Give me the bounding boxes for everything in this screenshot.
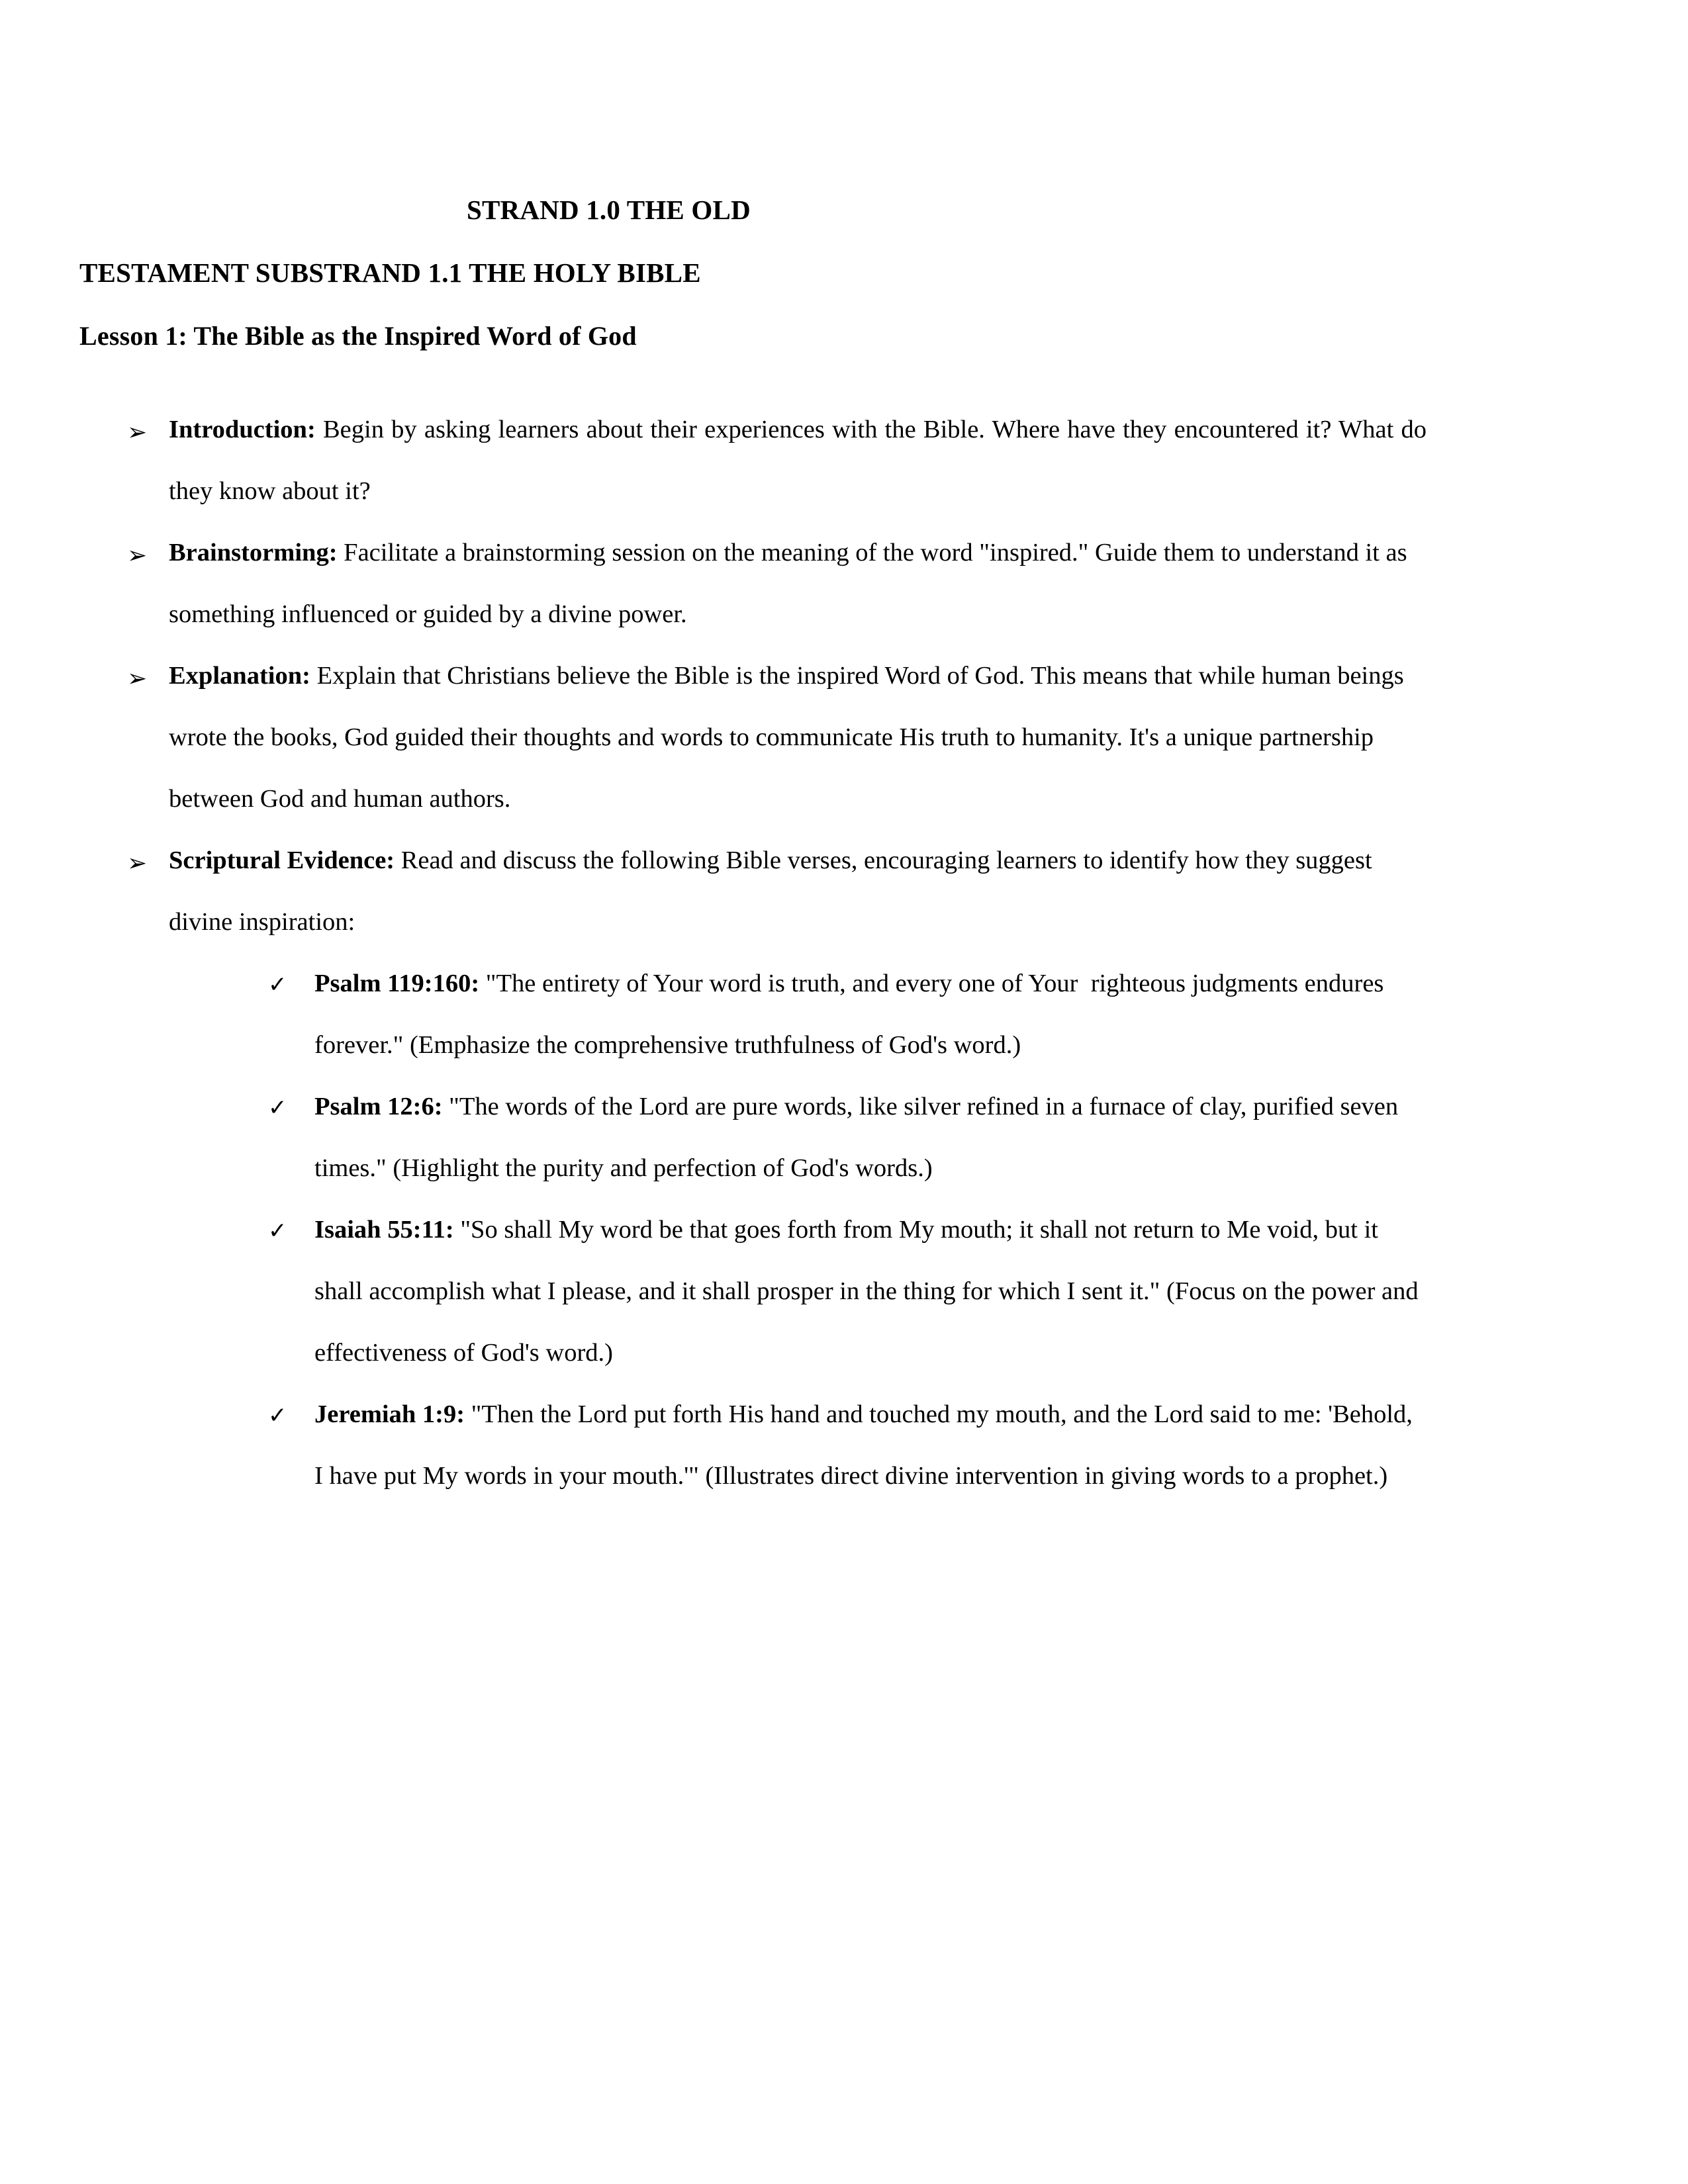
arrow-bullet-icon: ➢ xyxy=(127,542,148,569)
list-item-brainstorming xyxy=(79,522,1427,645)
paragraph-brainstorming xyxy=(169,522,1427,645)
label-explanation: Explanation: xyxy=(169,662,310,690)
paragraph-jeremiah-1-9 xyxy=(314,1384,1427,1507)
arrow-bullet-icon: ➢ xyxy=(127,665,148,692)
paragraph-psalm-12-6 xyxy=(314,1076,1427,1199)
reference-psalm-119-160: Psalm 119:160: xyxy=(314,970,480,997)
verse-item-isaiah-55-11 xyxy=(268,1199,1427,1384)
text-psalm-12-6: "The words of the Lord are pure words, like silver refined in a furnace of clay, purified seven times." (Highlight the purity and perfection of God's words.) xyxy=(314,1093,1399,1182)
scripture-verse-list xyxy=(268,953,1427,1507)
text-brainstorming: Facilitate a brainstorming session on the meaning of the word "inspired." Guide them to understand it as something influenced or guided by a divine power. xyxy=(169,539,1407,628)
document-content xyxy=(79,179,1427,1507)
label-scriptural-evidence: Scriptural Evidence: xyxy=(169,846,395,874)
check-bullet-icon: ✓ xyxy=(268,1095,287,1121)
label-introduction: Introduction: xyxy=(169,416,316,443)
check-bullet-icon: ✓ xyxy=(268,1402,287,1429)
check-bullet-icon: ✓ xyxy=(268,1218,287,1244)
arrow-bullet-icon: ➢ xyxy=(127,419,148,446)
list-item-introduction xyxy=(79,399,1427,522)
verse-item-psalm-119-160 xyxy=(268,953,1427,1076)
list-item-scriptural-evidence xyxy=(79,830,1427,1507)
text-scriptural-evidence: Read and discuss the following Bible verses, encouraging learners to identify how they suggest divine inspiration: xyxy=(169,846,1372,936)
text-psalm-119-160: "The entirety of Your word is truth, and every one of Your righteous judgments endures forever." (Emphasize the comprehensive truthfulness of God's word.) xyxy=(314,970,1391,1059)
text-isaiah-55-11: "So shall My word be that goes forth from My mouth; it shall not return to Me void, but it shall accomplish what I please, and it shall prosper in the thing for which I sent it." (Focus on the power and effectiveness of God's word.) xyxy=(314,1216,1419,1367)
verse-item-jeremiah-1-9 xyxy=(268,1384,1427,1507)
text-jeremiah-1-9: "Then the Lord put forth His hand and touched my mouth, and the Lord said to me: 'Behold, I have put My words in your mouth.'" (Illustrates direct divine intervention in giving words to a prophet.) xyxy=(314,1400,1413,1490)
verse-item-psalm-12-6 xyxy=(268,1076,1427,1199)
paragraph-psalm-119-160 xyxy=(314,953,1427,1076)
heading-strand: STRAND 1.0 THE OLD xyxy=(467,195,751,225)
reference-psalm-12-6: Psalm 12:6: xyxy=(314,1093,443,1120)
arrow-bullet-icon: ➢ xyxy=(127,850,148,877)
paragraph-introduction xyxy=(169,399,1427,522)
label-brainstorming: Brainstorming: xyxy=(169,539,338,567)
reference-isaiah-55-11: Isaiah 55:11: xyxy=(314,1216,454,1244)
paragraph-scriptural-evidence xyxy=(169,830,1427,953)
heading-lesson-title: Lesson 1: The Bible as the Inspired Word of God xyxy=(79,321,637,351)
text-introduction: Begin by asking learners about their experiences with the Bible. Where have they encountered it? What do they know about it? xyxy=(169,416,1427,505)
paragraph-explanation xyxy=(169,645,1427,830)
check-bullet-icon: ✓ xyxy=(268,972,287,998)
heading-substrand: TESTAMENT SUBSTRAND 1.1 THE HOLY BIBLE xyxy=(79,257,701,288)
text-explanation: Explain that Christians believe the Bible is the inspired Word of God. This means that while human beings wrote the books, God guided their thoughts and words to communicate His truth to humanity. It's a unique partnership between God and human authors. xyxy=(169,662,1404,813)
list-item-explanation xyxy=(79,645,1427,830)
reference-jeremiah-1-9: Jeremiah 1:9: xyxy=(314,1400,465,1428)
paragraph-isaiah-55-11 xyxy=(314,1199,1427,1384)
lesson-activity-list xyxy=(79,399,1427,1507)
